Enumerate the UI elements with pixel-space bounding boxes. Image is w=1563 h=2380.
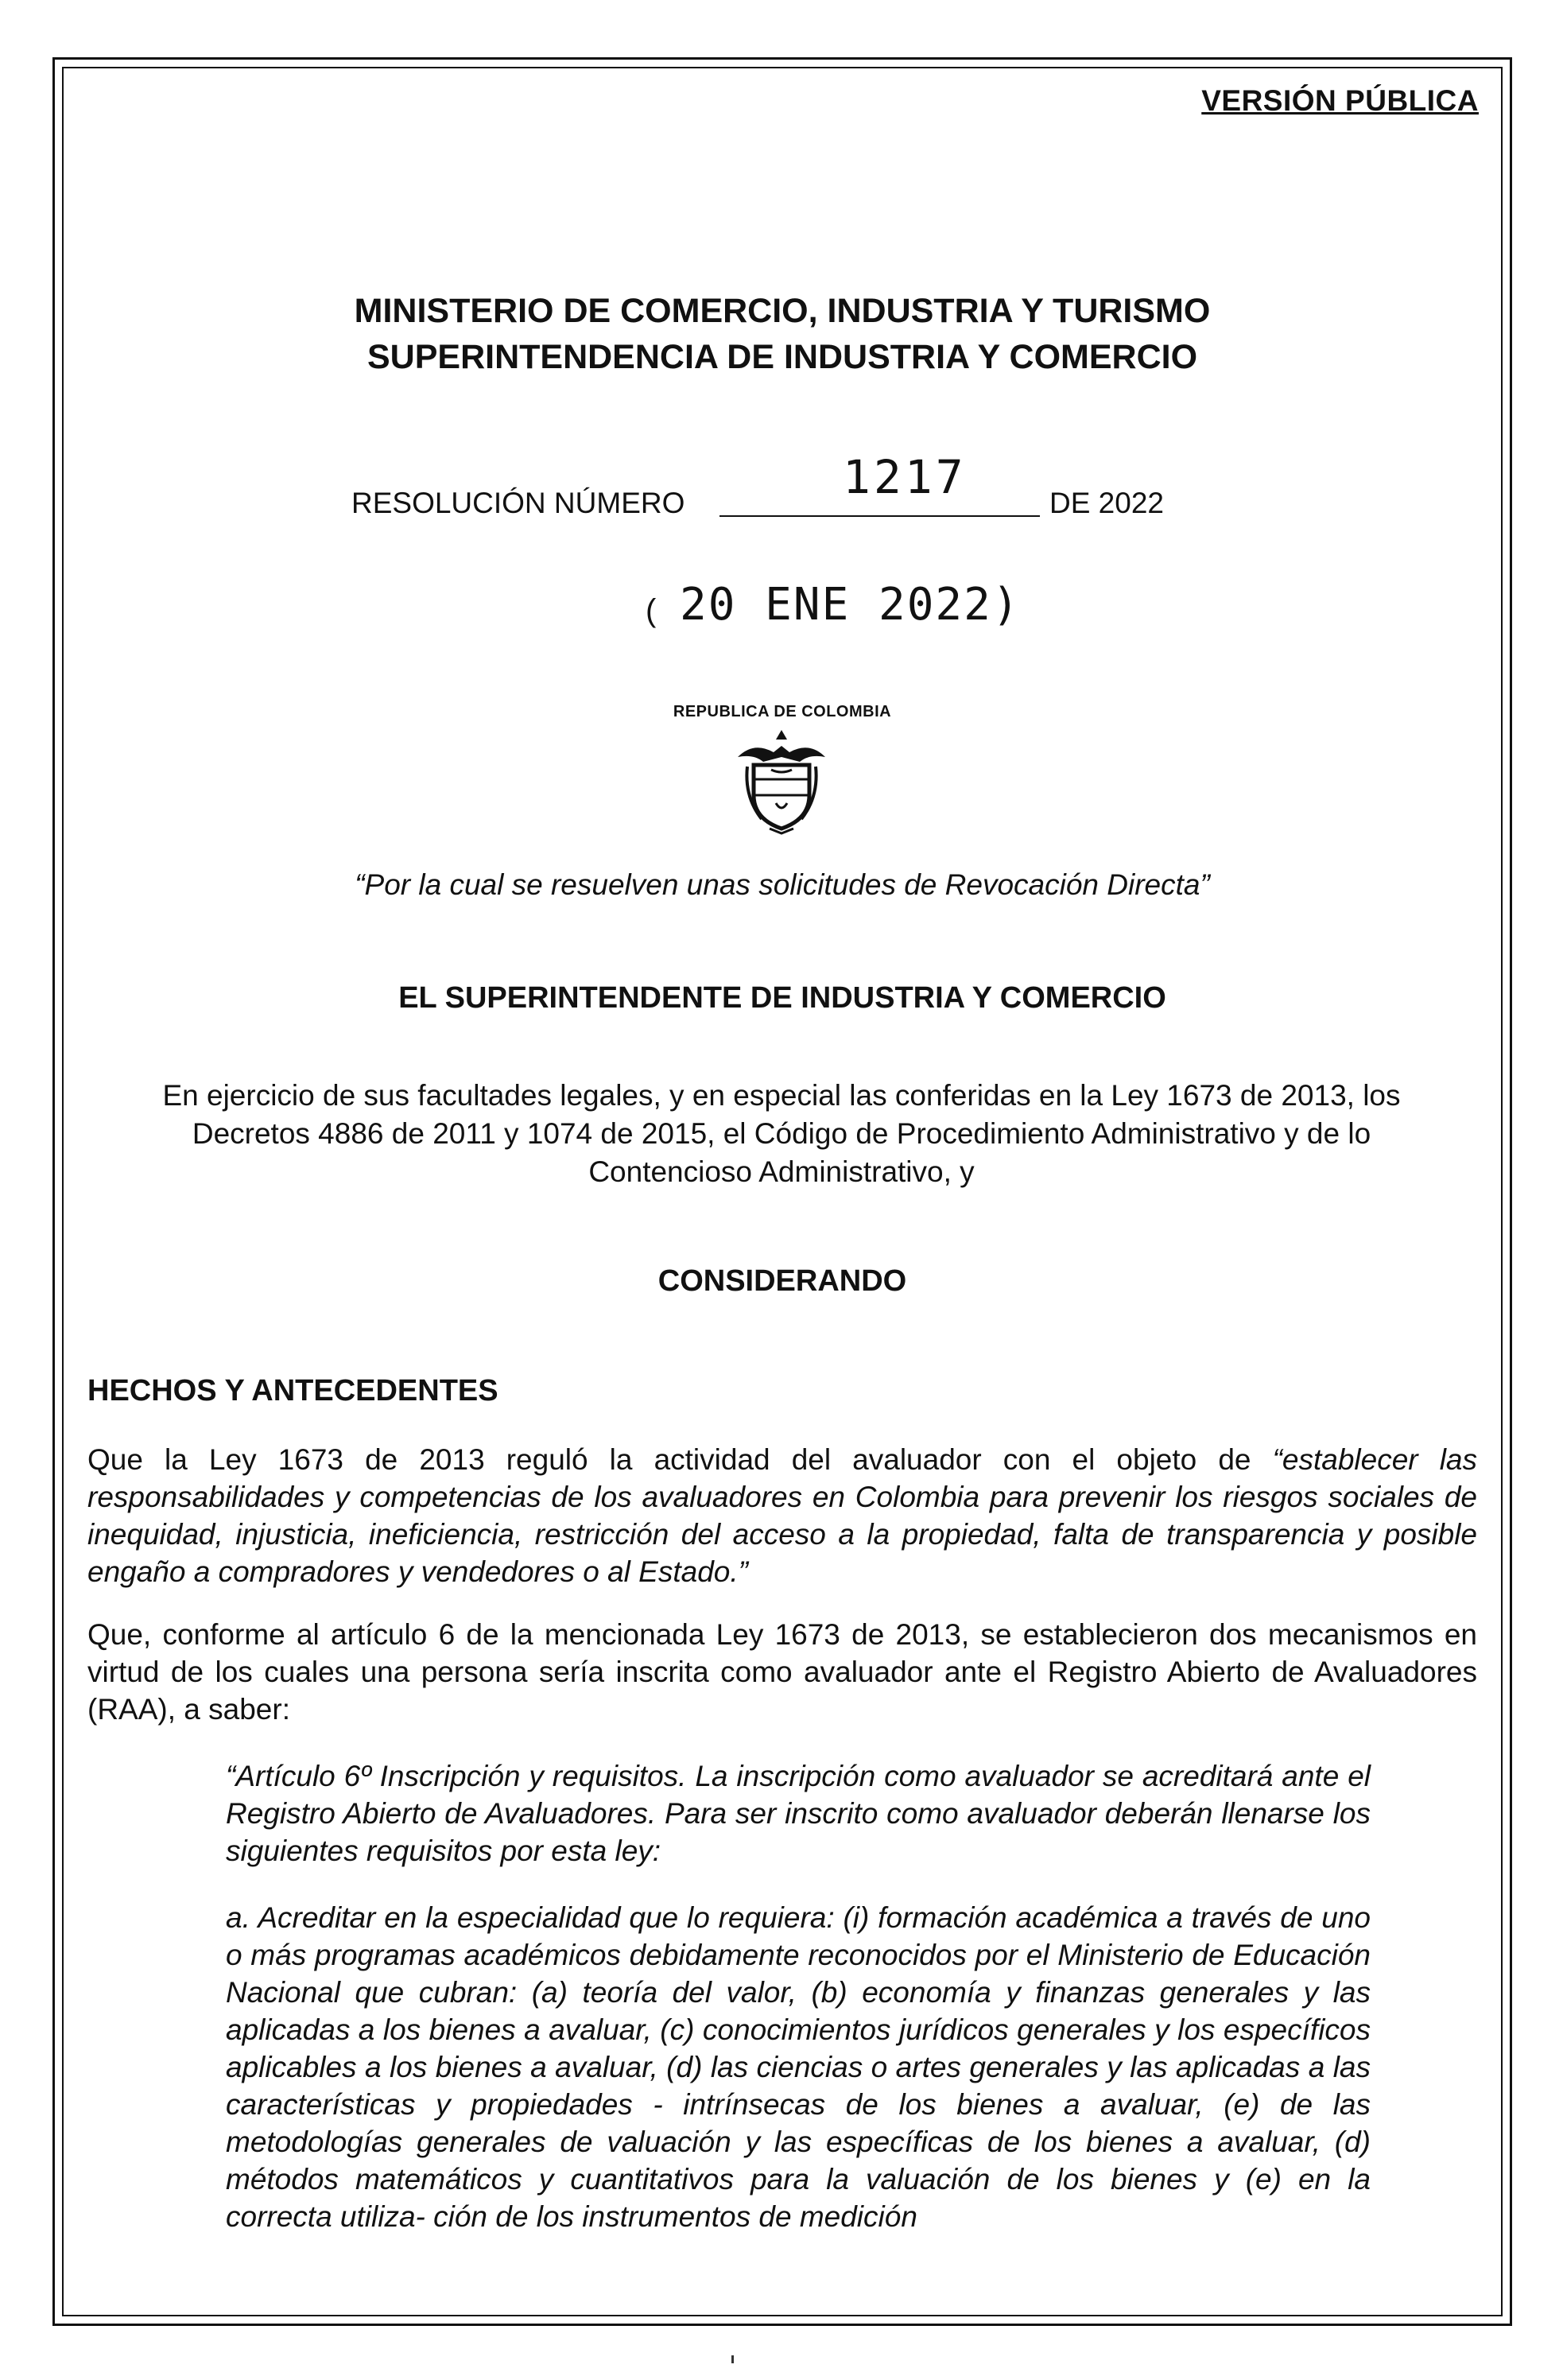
article-quote-intro: “Artículo 6º Inscripción y requisitos. La inscripción como avaluador se acreditará ante el Registro Abierto de Avaluadores. Para ser inscrito como avaluador deberán llenarse los siguientes requisitos por esta ley: (226, 1760, 1371, 1867)
resolution-year: DE 2022 (1049, 487, 1164, 519)
resolution-label: RESOLUCIÓN NÚMERO (351, 487, 685, 519)
paragraph-1 (87, 1441, 1477, 1590)
scan-mark (731, 2355, 734, 2363)
authority-heading: EL SUPERINTENDENTE DE INDUSTRIA Y COMERCIO (398, 981, 1166, 1015)
seal-caption: REPUBLICA DE COLOMBIA (673, 703, 892, 720)
article-quote-item-a: a. Acreditar en la especialidad que lo requiera: (i) formación académica a través de uno o más programas académicos debidamente reconocidos por el Ministerio de Educación Nacional que cubran: (a) teoría del valor, (b) economía y finanzas generales y las aplicadas a los bienes a avaluar, (c) conocimientos jurídicos generales y los específicos aplicables a los bienes a avaluar, (d) las ciencias o artes generales y las aplicadas a las características y propiedades - intrínsecas de los bienes a avaluar, (e) de las metodologías generales de valuación y las específicas de los bienes a avaluar, (d) métodos matemáticos y cuantitativos para la valuación de los bienes y (e) en la correcta utiliza- ción de los instrumentos de medición (226, 1901, 1371, 2233)
date-stamp: 20 ENE 2022) (680, 579, 1021, 631)
coat-of-arms-icon (730, 725, 833, 835)
section-title: HECHOS Y ANTECEDENTES (87, 1374, 498, 1407)
paragraph-2: Que, conforme al artículo 6 de la mencionada Ley 1673 de 2013, se establecieron dos mecanismos en virtud de los cuales una persona sería inscrita como avaluador ante el Registro Abierto de Avaluadores (RAA), a saber: (87, 1618, 1477, 1726)
powers-paragraph: En ejercicio de sus facultades legales, y en especial las conferidas en la Ley 1673 de 2013, los Decretos 4886 de 2011 y 1074 de 2015, el Código de Procedimiento Administrativo y de lo Contencioso Administrativo, y (162, 1079, 1401, 1188)
date-open-paren: ( (646, 593, 657, 628)
resolution-number-line (0, 445, 1563, 519)
ministry-line-1: MINISTERIO DE COMERCIO, INDUSTRIA Y TURISMO (354, 292, 1211, 330)
resolution-subtitle: “Por la cual se resuelven unas solicitudes de Revocación Directa” (355, 868, 1210, 901)
ministry-line-2: SUPERINTENDENCIA DE INDUSTRIA Y COMERCIO (367, 338, 1198, 376)
ministry-heading (62, 288, 1503, 380)
resolution-number-underline (719, 515, 1040, 517)
paragraph-1-quote: “establecer las responsabilidades y competencias de los avaluadores en Colombia para prevenir los riesgos sociales de inequidad, injusticia, ineficiencia, restricción del acceso a la propiedad, falta de transparencia y posible engaño a compradores y vendedores o al Estado.” (87, 1443, 1478, 1588)
paragraph-1-lead: Que la Ley 1673 de 2013 reguló la actividad del avaluador con el objeto de (87, 1443, 1273, 1476)
considerando-heading: CONSIDERANDO (657, 1264, 907, 1298)
resolution-number: 1217 (843, 450, 967, 504)
version-label: VERSIÓN PÚBLICA (1201, 84, 1479, 117)
